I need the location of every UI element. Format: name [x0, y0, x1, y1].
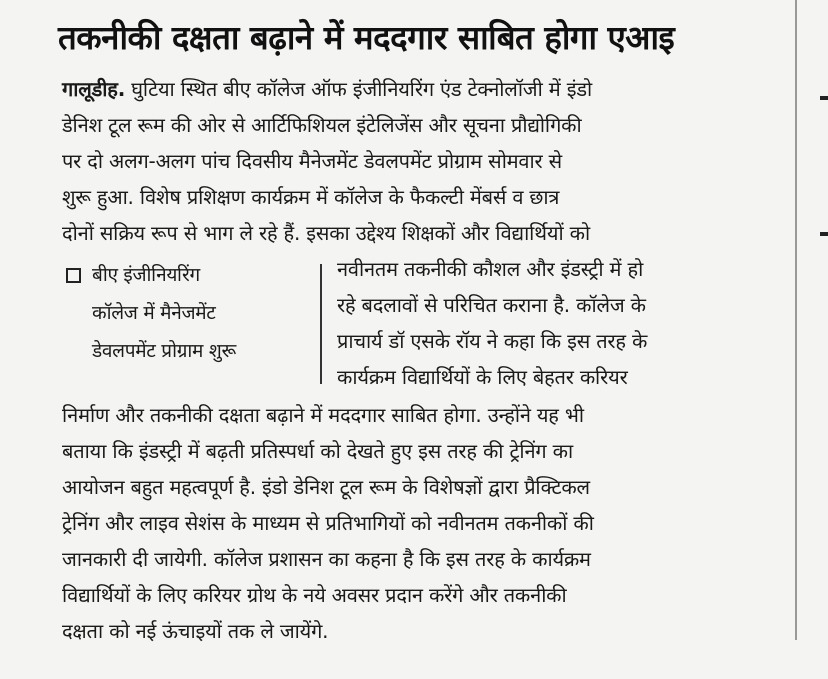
- body-line-5: जानकारी दी जायेगी. कॉलेज प्रशासन का कहना है कि इस तरह के कार्यक्रम: [62, 547, 591, 571]
- article-headline: तकनीकी दक्षता बढ़ाने में मददगार साबित होगा एआइ: [58, 18, 675, 57]
- sidebar-line-2: कॉलेज में मैनेजमेंट: [92, 302, 216, 324]
- dateline: गालूडीह.: [62, 77, 126, 101]
- intro-line-2: डेनिश टूल रूम की ओर से आर्टिफिशियल इंटेलिजेंस और सूचना प्रौद्योगिकी: [62, 113, 582, 137]
- right-column-line-4: कार्यक्रम विद्यार्थियों के लिए बेहतर करियर: [337, 365, 628, 389]
- right-column-line-2: रहे बदलावों से परिचित कराना है. कॉलेज के: [337, 293, 646, 317]
- edge-mark: [820, 232, 828, 236]
- square-bullet-icon: [66, 268, 81, 283]
- right-column-line-1: नवीनतम तकनीकी कौशल और इंडस्ट्री में हो: [337, 257, 644, 281]
- intro-line-5: दोनों सक्रिय रूप से भाग ले रहे हैं. इसका उद्देश्य शिक्षकों और विद्यार्थियों को: [62, 221, 590, 245]
- sidebar-line-1: बीए इंजीनियरिंग: [92, 264, 200, 286]
- body-line-7: दक्षता को नई ऊंचाइयों तक ले जायेंगे.: [62, 619, 329, 643]
- intro-line-1: [62, 74, 762, 104]
- column-border: [795, 0, 797, 640]
- intro-line-4: शुरू हुआ. विशेष प्रशिक्षण कार्यक्रम में कॉलेज के फैकल्टी मेंबर्स व छात्र: [62, 185, 560, 209]
- sidebar-line-3: डेवलपमेंट प्रोग्राम शुरू: [92, 340, 236, 362]
- body-line-1: निर्माण और तकनीकी दक्षता बढ़ाने में मददगार साबित होगा. उन्होंने यह भी: [62, 403, 584, 427]
- body-line-4: ट्रेनिंग और लाइव सेशंस के माध्यम से प्रतिभागियों को नवीनतम तकनीकों की: [62, 511, 594, 535]
- intro-line-3: पर दो अलग-अलग पांच दिवसीय मैनेजमेंट डेवलपमेंट प्रोग्राम सोमवार से: [62, 149, 562, 173]
- body-line-3: आयोजन बहुत महत्वपूर्ण है. इंडो डेनिश टूल रूम के विशेषज्ञों द्वारा प्रैक्टिकल: [62, 475, 590, 499]
- column-divider: [320, 264, 322, 384]
- right-column-line-3: प्राचार्य डॉ एसके रॉय ने कहा कि इस तरह के: [337, 329, 648, 353]
- body-line-6: विद्यार्थियों के लिए करियर ग्रोथ के नये अवसर प्रदान करेंगे और तकनीकी: [62, 583, 567, 607]
- edge-mark: [820, 96, 828, 100]
- body-line-2: बताया कि इंडस्ट्री में बढ़ती प्रतिस्पर्धा को देखते हुए इस तरह की ट्रेनिंग का: [62, 439, 573, 463]
- intro-line-text: घुटिया स्थित बीए कॉलेज ऑफ इंजीनियरिंग एंड टेक्नोलॉजी में इंडो: [125, 77, 593, 101]
